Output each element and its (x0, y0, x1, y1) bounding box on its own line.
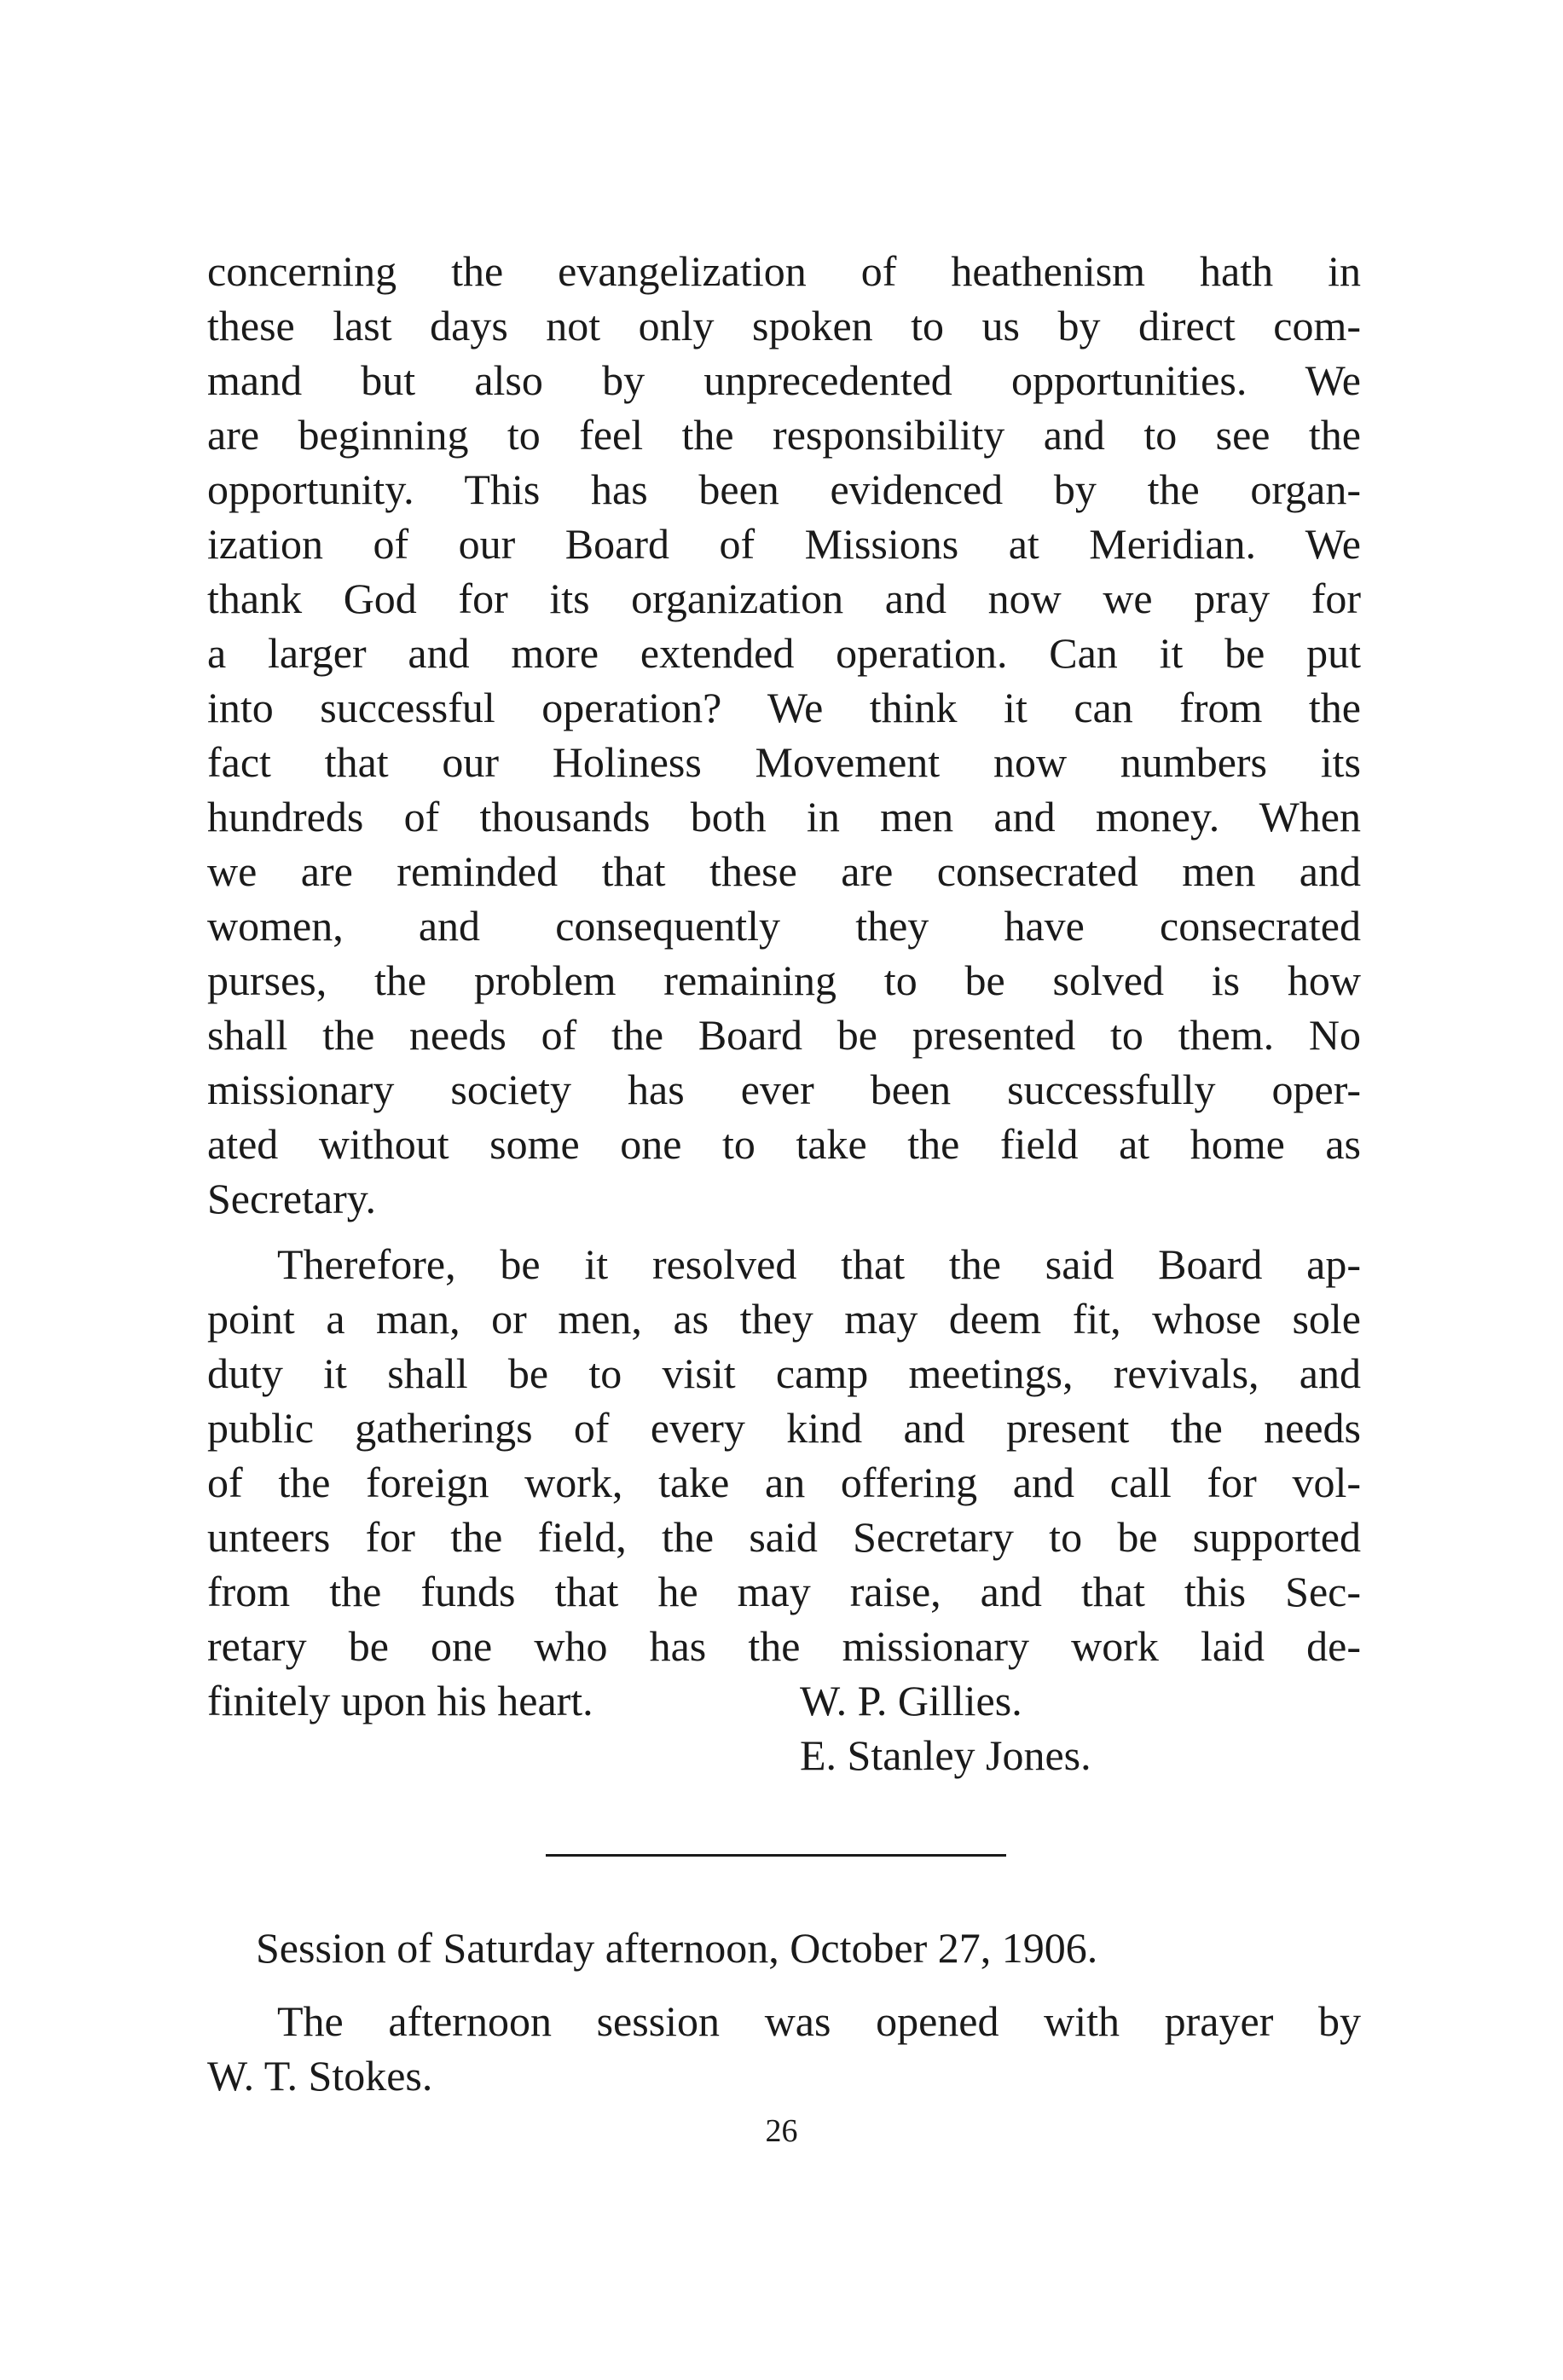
text-line: thank God for its organization and now we pray for (207, 575, 1361, 622)
text-line: into successful operation? We think it can from the (207, 684, 1361, 731)
signature-line (207, 1728, 1361, 1782)
text-line: finitely upon his heart. (207, 1677, 593, 1724)
text-line: women, and consequently they have consecrated (207, 902, 1361, 950)
page-number: 26 (765, 2113, 798, 2149)
text-line: shall the needs of the Board be presented to them. No (207, 1011, 1361, 1059)
text-line: fact that our Holiness Movement now numbers its (207, 738, 1361, 786)
text-line: ization of our Board of Missions at Meridian. We (207, 520, 1361, 568)
text-line: purses, the problem remaining to be solved is how (207, 956, 1361, 1004)
text-line: we are reminded that these are consecrated men and (207, 847, 1361, 895)
signature-jones: E. Stanley Jones. (800, 1731, 1091, 1779)
text-line: opportunity. This has been evidenced by the organ- (207, 465, 1361, 513)
final-line-with-signature (207, 1673, 1361, 1728)
text-line: of the foreign work, take an offering and call for vol- (207, 1459, 1361, 1506)
section-divider (546, 1854, 1006, 1857)
text-line: public gatherings of every kind and present the needs (207, 1404, 1361, 1452)
text-line: W. T. Stokes. (207, 2052, 433, 2100)
text-line: hundreds of thousands both in men and money. When (207, 793, 1361, 841)
session-heading: Session of Saturday afternoon, October 27, 1906. (256, 1924, 1098, 1972)
text-line: missionary society has ever been successfully oper- (207, 1066, 1361, 1113)
text-line: these last days not only spoken to us by direct com- (207, 302, 1361, 349)
text-line: retary be one who has the missionary work laid de- (207, 1622, 1361, 1670)
text-line: point a man, or men, as they may deem fit, whose sole (207, 1295, 1361, 1343)
text-line: Secretary. (207, 1175, 377, 1222)
text-line: The afternoon session was opened with prayer by (277, 1997, 1361, 2045)
text-line: are beginning to feel the responsibility and to see the (207, 411, 1361, 459)
text-line: unteers for the field, the said Secretary to be supported (207, 1513, 1361, 1561)
text-line: duty it shall be to visit camp meetings, revivals, and (207, 1349, 1361, 1397)
signature-gillies: W. P. Gillies. (800, 1677, 1022, 1724)
text-line: ated without some one to take the field at home as (207, 1120, 1361, 1168)
text-line: mand but also by unprecedented opportunities. We (207, 356, 1361, 404)
text-line: concerning the evangelization of heathenism hath in (207, 247, 1361, 295)
text-line: Therefore, be it resolved that the said Board ap- (277, 1240, 1361, 1288)
text-line: from the funds that he may raise, and that this Sec- (207, 1568, 1361, 1615)
text-line: a larger and more extended operation. Can it be put (207, 629, 1361, 677)
